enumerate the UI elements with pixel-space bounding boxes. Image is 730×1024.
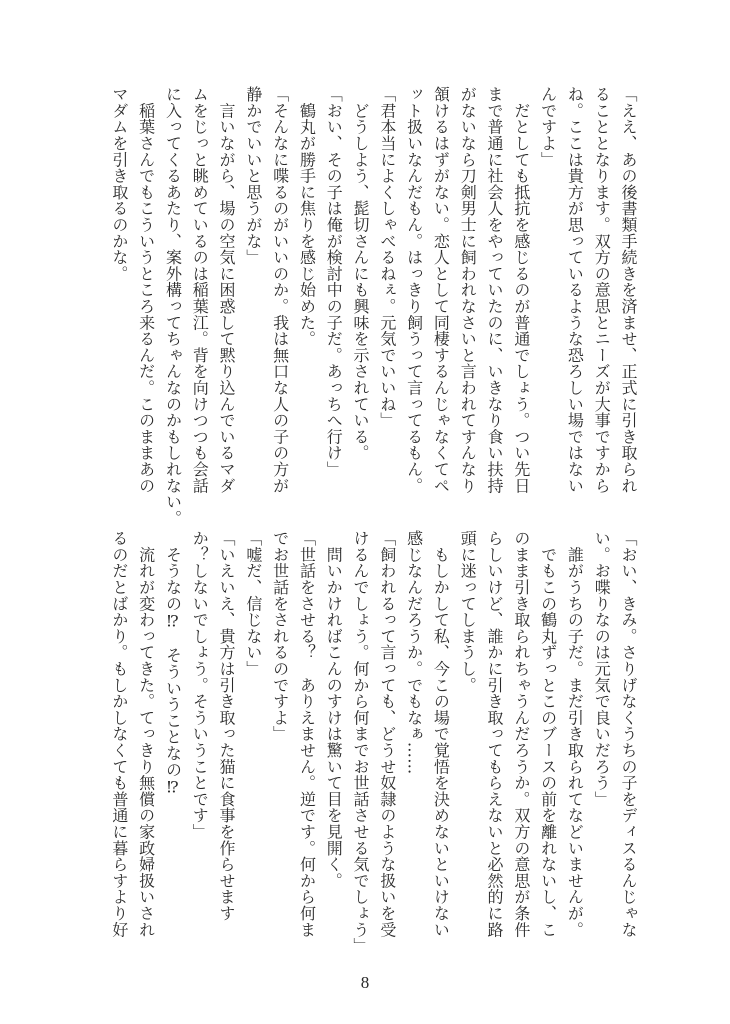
- text-line: い。お喋りなのは元気で良いだろう」: [592, 530, 612, 808]
- text-line: に入ってくるあたり、案外構ってちゃんなのかもしれない。: [163, 86, 183, 527]
- page-number: 8: [360, 973, 370, 992]
- text-line: 「いえいえ、貴方は引き取った猫に食事を作らせます: [217, 530, 237, 922]
- text-line: ット扱いなんだもん。はっきり飼うって言ってるもん。: [404, 86, 424, 494]
- text-line: だとしても抵抗を感じるのが普通でしょう。つい先日: [511, 86, 531, 494]
- text-line: 「君本当によくしゃべるねぇ。元気でいいね」: [377, 86, 397, 429]
- text-line: もしかして私、今この場で覚悟を決めないといけない: [431, 530, 451, 938]
- text-line: 感じなんだろうか。でもなぁ……: [404, 530, 424, 775]
- text-line: 「飼われるって言っても、どうせ奴隷のような扱いを受: [377, 530, 397, 938]
- text-block-top: [105, 86, 641, 527]
- text-line: 流れが変わってきた。てっきり無償の家政婦扱いされ: [136, 530, 156, 938]
- text-block-bottom: [105, 530, 641, 966]
- text-line: らしいけど、誰かに引き取ってもらえないと必然的に路: [485, 530, 505, 938]
- text-line: そうなの⁉ そういうことなの⁉: [163, 530, 183, 797]
- text-line: がないなら刀剣男士に飼われなさいと言われてすんなり: [458, 86, 478, 494]
- text-line: 「嘘だ、信じない」: [243, 530, 263, 677]
- text-line: 言いながら、場の空気に困惑して黙り込んでいるマダ: [217, 86, 237, 494]
- text-line: 「ええ、あの後書類手続きを済ませ、正式に引き取られ: [619, 86, 638, 494]
- text-line: 稲葉さんでもこういうところ来るんだ。このままあの: [136, 86, 156, 494]
- text-line: どうしよう、髭切さんにも興味を示されている。: [351, 86, 371, 461]
- text-line: 「おい、その子は俺が検討中の子だ。あっちへ行け」: [324, 86, 344, 478]
- text-line: ね。ここは貴方が思っているような恐ろしい場ではない: [565, 86, 585, 494]
- text-line: マダムを引き取るのかな。: [109, 86, 129, 282]
- text-line: か？しないでしょう。そういうことです」: [190, 530, 210, 840]
- text-line: まで普通に社会人をやっていたのに、いきなり食い扶持: [485, 86, 505, 494]
- text-line: ムをじっと眺めているのは稲葉江。背を向けつつも会話: [190, 86, 210, 494]
- text-line: でもこの鶴丸ずっとこのブースの前を離れないし、こ: [538, 530, 558, 938]
- text-line: 静かでいいと思うがな」: [243, 86, 263, 266]
- text-line: 問いかければこんのすけは驚いて目を見開く。: [324, 530, 344, 889]
- text-line: 「そんなに喋るのがいいのか。我は無口な人の子の方が: [270, 86, 290, 494]
- text-line: でお世話をされるのですよ」: [270, 530, 290, 742]
- text-line: るのだとばかり。もしかしなくても普通に暮らすより好: [109, 530, 129, 938]
- text-line: けるんでしょう。何から何までお世話させる気でしょう」: [351, 530, 371, 954]
- text-line: 頷けるはずがない。恋人として同棲するんじゃなくてペ: [431, 86, 451, 494]
- text-line: 「世話をさせる？ ありえません。逆です。何から何ま: [297, 530, 317, 938]
- text-line: 鶴丸が勝手に焦りを感じ始めた。: [297, 86, 317, 347]
- text-line: ることとなります。双方の意思とニーズが大事ですから: [592, 86, 612, 494]
- text-line: のまま引き取られちゃうんだろうか。双方の意思が条件: [511, 530, 531, 938]
- text-line: 「おい、きみ。さりげなくうちの子をディスるんじゃな: [619, 530, 638, 938]
- text-line: んですよ」: [538, 86, 558, 168]
- text-line: 誰がうちの子だ。まだ引き取られてなどいませんが。: [565, 530, 585, 938]
- text-line: 頭に迷ってしまうし。: [458, 530, 478, 693]
